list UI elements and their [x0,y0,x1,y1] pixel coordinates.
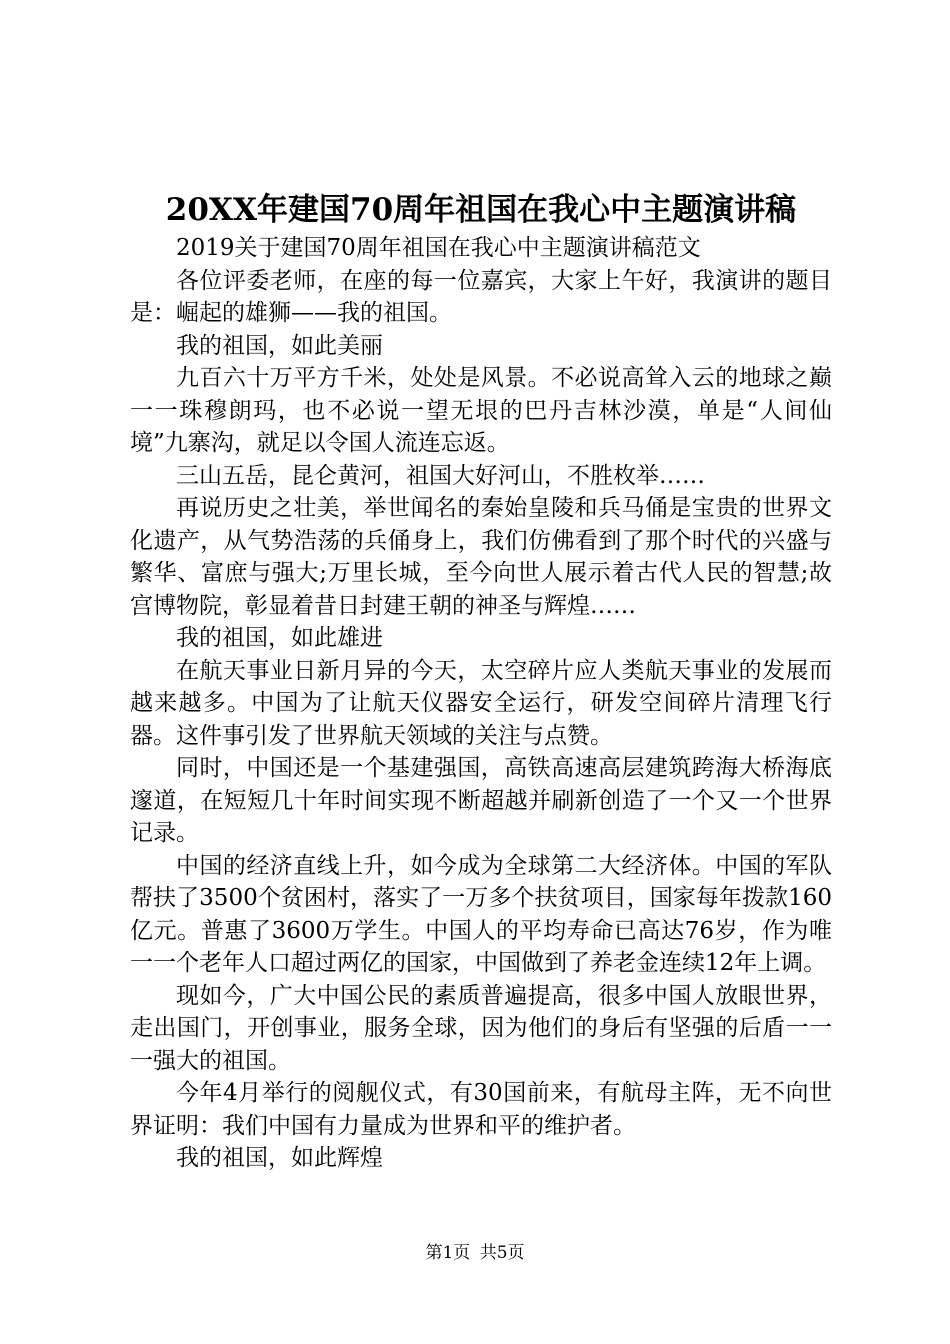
page-number: 第1页 [425,1243,471,1263]
section-heading: 我的祖国，如此辉煌 [176,1145,383,1171]
paragraph: 2019关于建国70周年祖国在我心中主题演讲稿范文 [176,235,701,261]
section-heading: 我的祖国，如此美丽 [176,332,383,359]
document-body [130,232,832,1175]
page-total: 共5页 [479,1243,525,1263]
section-heading: 我的祖国，如此雄进 [176,625,383,651]
paragraph: 九百六十万平方千米，处处是风景。不必说高耸入云的地球之巅一一珠穆朗玛，也不必说一望无垠的巴丹吉林沙漠，单是“人间仙境”九寨沟，就足以令国人流连忘返。 [130,365,832,456]
page-footer [0,1242,950,1264]
paragraph: 今年4月举行的阅舰仪式，有30国前来，有航母主阵，无不向世界证明：我们中国有力量成为世界和平的维护者。 [130,1080,832,1139]
paragraph: 同时，中国还是一个基建强国，高铁高速高层建筑跨海大桥海底邃道，在短短几十年时间实现不断超越并刷新创造了一个又一个世界记录。 [130,755,832,846]
paragraph: 现如今，广大中国公民的素质普遍提高，很多中国人放眼世界，走出国门，开创事业，服务全球，因为他们的身后有坚强的后盾一一一强大的祖国。 [130,982,832,1074]
paragraph: 各位评委老师，在座的每一位嘉宾，大家上午好，我演讲的题目是：崛起的雄狮——我的祖国。 [130,267,832,326]
paragraph: 在航天事业日新月异的今天，太空碎片应人类航天事业的发展而越来越多。中国为了让航天仪器安全运行，研发空间碎片清理飞行器。这件事引发了世界航天领域的关注与点赞。 [130,657,832,749]
paragraph: 中国的经济直线上升，如今成为全球第二大经济体。中国的军队帮扶了3500个贫困村，落实了一万多个扶贫项目，国家每年拨款160亿元。普惠了3600万学生。中国人的平均寿命已高达76岁，作为唯一一个老年人口超过两亿的国家，中国做到了养老金连续12年上调。 [130,852,832,976]
document-page [130,190,832,1175]
paragraph: 再说历史之壮美，举世闻名的秦始皇陵和兵马俑是宝贵的世界文化遗产，从气势浩荡的兵俑身上，我们仿佛看到了那个时代的兴盛与繁华、富庶与强大;万里长城，至今向世人展示着古代人民的智慧;故宫博物院，彰显着昔日封建王朝的神圣与辉煌…… [130,495,832,619]
paragraph: 三山五岳，昆仑黄河，祖国大好河山，不胜枚举…… [176,462,705,489]
document-title: 20XX年建国70周年祖国在我心中主题演讲稿 [165,192,797,228]
